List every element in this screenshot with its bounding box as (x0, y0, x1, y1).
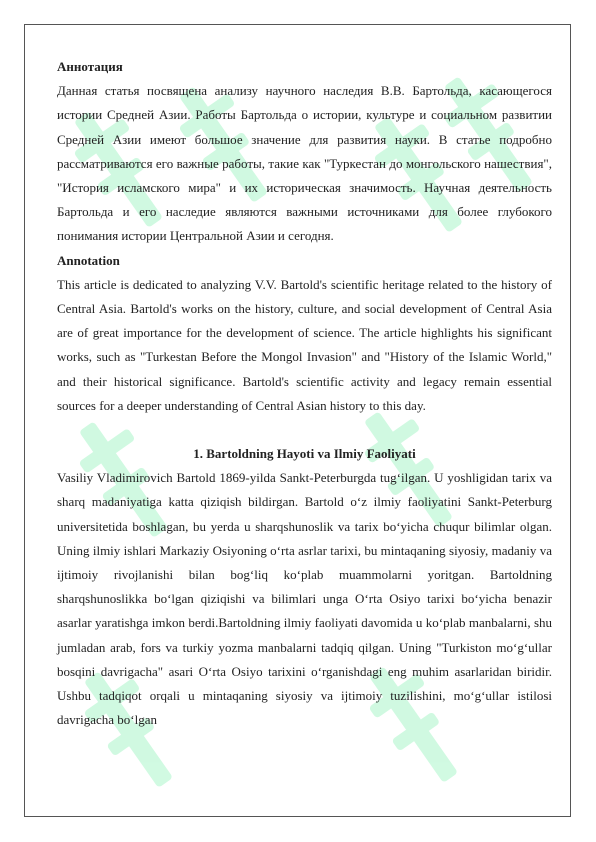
section-title: 1. Bartoldning Hayoti va Ilmiy Faoliyati (193, 446, 416, 462)
section-text: Vasiliy Vladimirovich Bartold 1869-yilda Sankt-Peterburgda tug‘ilgan. U yoshligidan tarix va sharq madaniyatiga katta qiziqish bildirgan. Bartold o‘z ilmiy faoliyatini Sankt-Peterburg universitetida boshlagan, bu yerda u sharqshunoslik va tarix bo‘yicha chuqur bilimlar olgan. Uning ilmiy ishlari Markaziy Osiyoning o‘rta asrlar tarixi, bu mintaqaning siyosiy, madaniy va ijtimoiy rivojlanishi bilan bog‘liq ko‘plab muammolarni yoritgan. Bartoldning sharqshunoslikka bo‘lgan qiziqishi va bilimlari unga O‘rta Osiyo tarixi bo‘yicha benazir asarlar yaratishga imkon berdi.Bartoldning ilmiy faoliyati davomida u ko‘plab manbalarni, shu jumladan arab, fors va turkiy yozma manbalarni tadqiq qilgan. Uning "Turkiston mo‘g‘ullar bosqini davrigacha" asari O‘rta Osiyo tarixini o‘rganishdagi eng muhim asarlaridan biridir. Ushbu tadqiqot orqali u mintaqaning siyosiy va ijtimoiy tuzilishini, mo‘g‘ullar istilosi davrigacha bo‘lgan (57, 470, 552, 728)
annotation-en-text: This article is dedicated to analyzing V.V. Bartold's scientific heritage related to the history of Central Asia. Bartold's works on the history, culture, and social development of Central Asia are of great importance for the development of science. The article highlights his significant works, such as "Turkestan Before the Mongol Invasion" and "History of the Islamic World," and their historical significance. Bartold's scientific activity and legacy remain essential sources for a deeper understanding of Central Asian history to this day. (57, 276, 552, 413)
annotation-ru-heading: Аннотация (57, 59, 123, 74)
annotation-en-heading: Annotation (57, 252, 120, 268)
document-body (57, 55, 552, 732)
annotation-ru-text: Данная статья посвящена анализу научного наследия В.В. Бартольда, касающегося истории Средней Азии. Работы Бартольда о истории, культуре и социальном развитии Средней Азии имеют большое значение для развития науки. В статье подробно рассматриваются его важные работы, такие как "Туркестан до монгольского нашествия", "История исламского мира" и их историческая значимость. Научная деятельность Бартольда и его наследие являются важными источниками для более глубокого понимания истории Центральной Азии и сегодня. (57, 83, 552, 244)
